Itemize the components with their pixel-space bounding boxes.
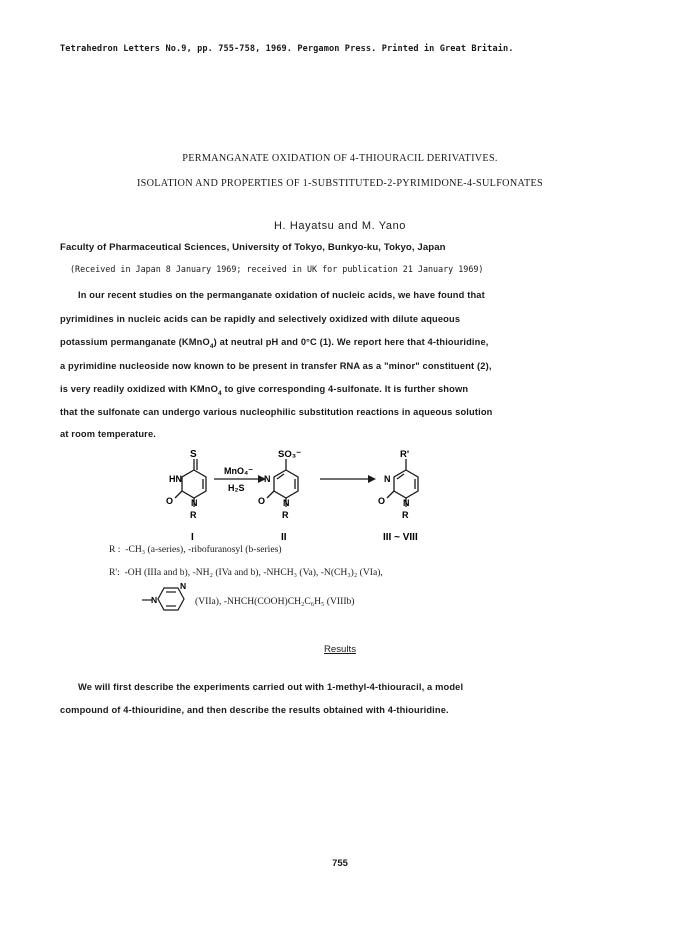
compound-i-label: I bbox=[191, 532, 194, 543]
label-n-3b: N bbox=[403, 498, 410, 508]
results-line-2: compound of 4-thiouridine, and then describe the results obtained with 4-thiouridine. bbox=[60, 705, 449, 715]
intro-line-4: a pyrimidine nucleoside now known to be present in transfer RNA as a "minor" constituent (2), bbox=[60, 361, 492, 371]
rprime-definition-2: (VIIa), -NHCH(COOH)CH₂C₆H₅ (VIIIb) bbox=[195, 596, 355, 607]
intro-line-6: that the sulfonate can undergo various nucleophilic substitution reactions in aqueous solution bbox=[60, 407, 493, 417]
intro-line-5: is very readily oxidized with KMnO$_4$ to give corresponding 4-sulfonate. It is further shown bbox=[60, 384, 469, 397]
reagent-bottom: H₂S bbox=[228, 483, 245, 493]
intro-line-3: potassium permanganate (KMnO$_4$) at neutral pH and 0°C (1). We report here that 4-thiouridine, bbox=[60, 337, 489, 350]
results-heading: Results bbox=[324, 644, 356, 655]
results-line-1: We will first describe the experiments carried out with 1-methyl-4-thiouracil, a model bbox=[78, 682, 464, 692]
label-n-2a: N bbox=[264, 474, 271, 484]
intro-line-1: In our recent studies on the permanganate oxidation of nucleic acids, we have found that bbox=[78, 290, 485, 300]
label-r-3: R bbox=[402, 510, 409, 520]
label-n-3a: N bbox=[384, 474, 391, 484]
intro-line-7: at room temperature. bbox=[60, 429, 156, 439]
pyridinium-n: N bbox=[151, 595, 158, 605]
authors: H. Hayatsu and M. Yano bbox=[273, 220, 407, 232]
label-r-1: R bbox=[190, 510, 197, 520]
received-dates: (Received in Japan 8 January 1969; received in UK for publication 21 January 1969) bbox=[70, 264, 484, 274]
reaction-scheme bbox=[150, 445, 450, 545]
label-hn: HN bbox=[169, 474, 182, 484]
r-definition: R : -CH₃ (a-series), -ribofuranosyl (b-series) bbox=[109, 544, 282, 555]
pyridinium-n2: N bbox=[180, 581, 187, 591]
label-o-2: O bbox=[258, 496, 266, 506]
label-n-1: N bbox=[191, 498, 198, 508]
title-line-1: PERMANGANATE OXIDATION OF 4-THIOURACIL DERIVATIVES. bbox=[182, 153, 498, 164]
reagent-top: MnO₄⁻ bbox=[224, 466, 254, 476]
arrow-head-2 bbox=[368, 475, 376, 483]
pyridinium-ring-structure bbox=[140, 580, 188, 612]
label-rprime: R' bbox=[400, 449, 410, 460]
intro-line-2: pyrimidines in nucleic acids can be rapidly and selectively oxidized with dilute aqueous bbox=[60, 314, 461, 324]
label-o-3: O bbox=[378, 496, 386, 506]
affiliation: Faculty of Pharmaceutical Sciences, University of Tokyo, Bunkyo-ku, Tokyo, Japan bbox=[60, 242, 446, 253]
label-s: S bbox=[190, 449, 197, 460]
compound-ii-label: II bbox=[281, 532, 287, 543]
label-o-1: O bbox=[166, 496, 174, 506]
page-number: 755 bbox=[332, 857, 348, 868]
title-line-2: ISOLATION AND PROPERTIES OF 1-SUBSTITUTED-2-PYRIMIDONE-4-SULFONATES bbox=[136, 178, 544, 189]
label-so3: SO₃⁻ bbox=[278, 449, 302, 460]
label-r-2: R bbox=[282, 510, 289, 520]
journal-header: Tetrahedron Letters No.9, pp. 755-758, 1969. Pergamon Press. Printed in Great Britain. bbox=[60, 44, 514, 54]
label-n-2b: N bbox=[283, 498, 290, 508]
compound-range-label: III ~ VIII bbox=[383, 532, 418, 543]
rprime-definition: R': -OH (IIIa and b), -NH₂ (IVa and b), -NHCH₃ (Va), -N(CH₃)₂ (VIa), bbox=[109, 567, 383, 578]
